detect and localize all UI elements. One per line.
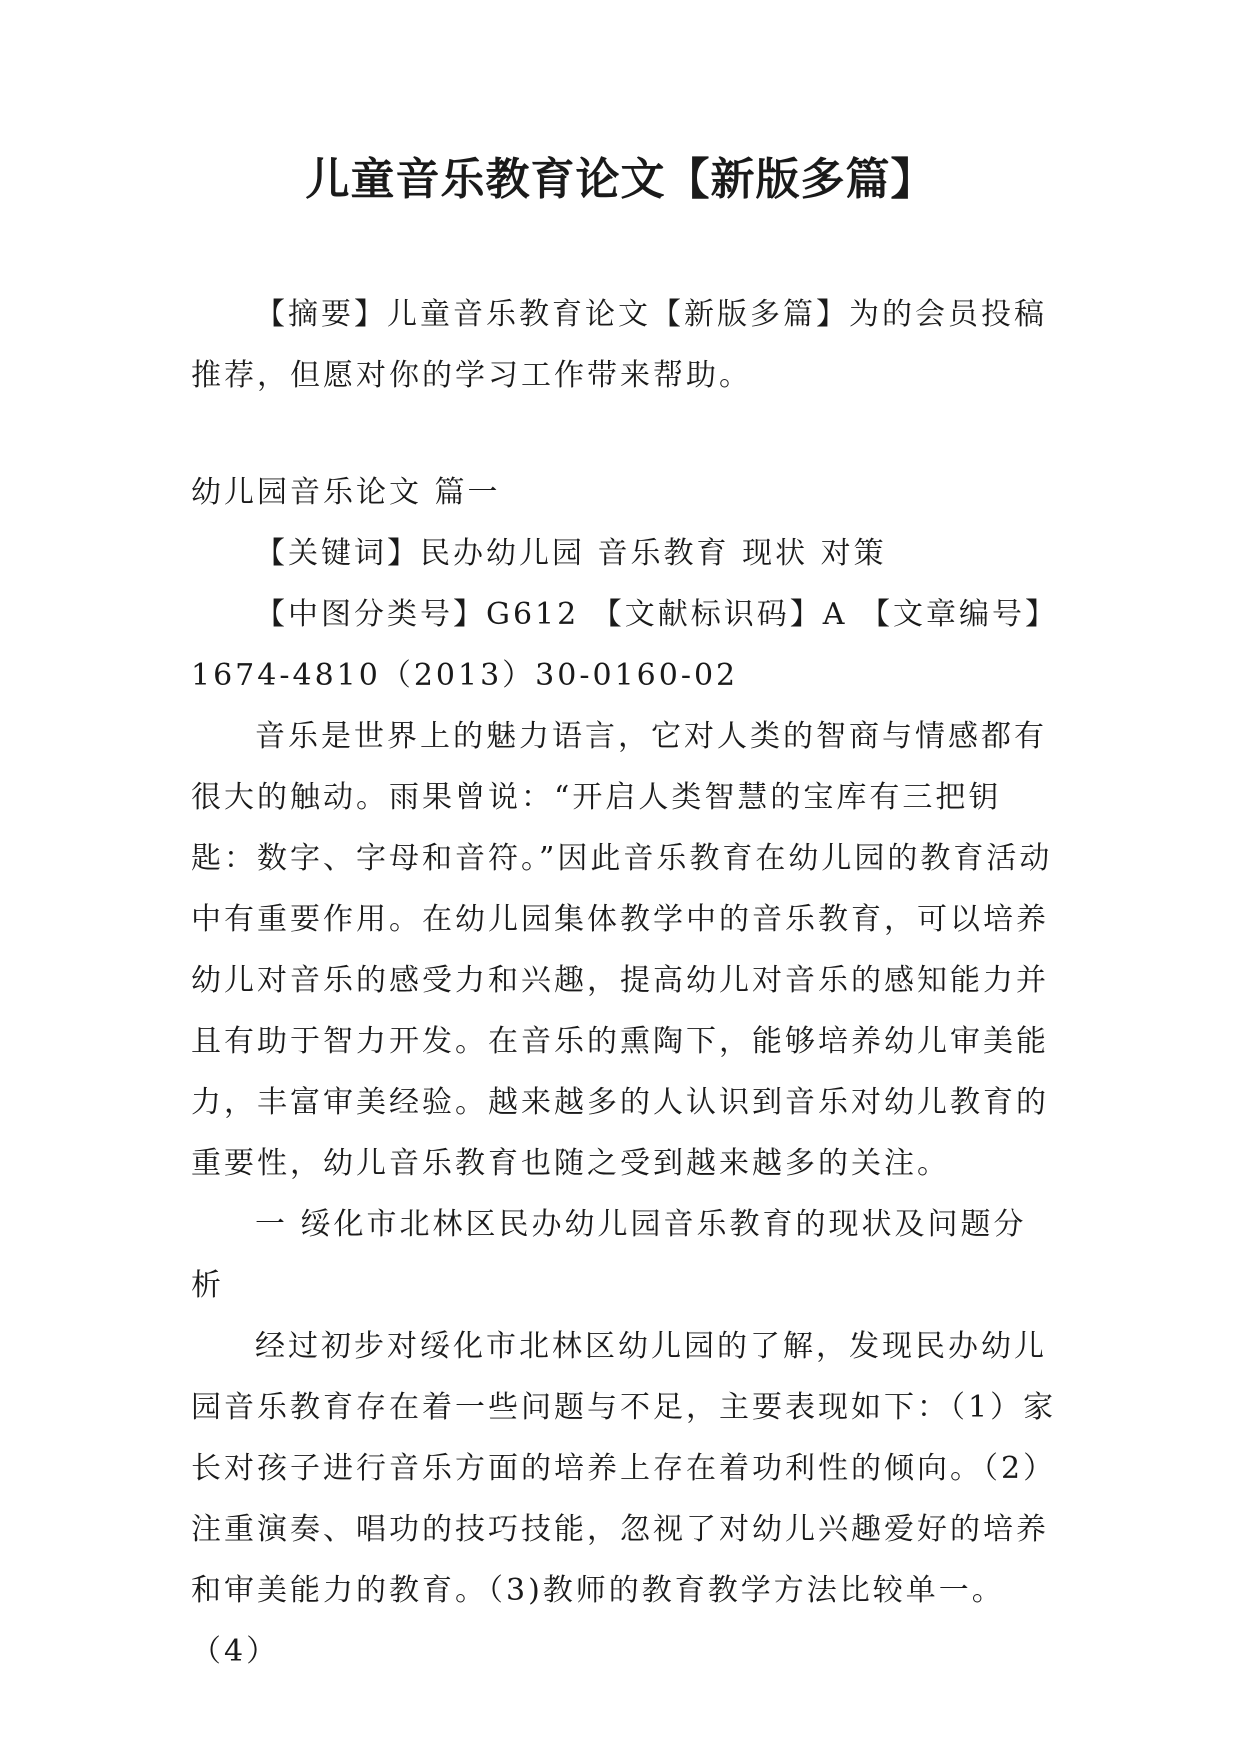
document-title: 儿童音乐教育论文【新版多篇】 [305, 154, 936, 205]
classification-line: 【中图分类号】G612 【文献标识码】A 【文章编号】1674-4810（2013）30-0160-02 [191, 597, 1043, 693]
subsection-heading: 一 绥化市北林区民办幼儿园音乐教育的现状及问题分析 [191, 1207, 1027, 1303]
body-paragraph: 音乐是世界上的魅力语言，它对人类的智商与情感都有很大的触动。雨果曾说：“开启人类智慧的宝库有三把钥匙：数字、字母和音符。”因此音乐教育在幼儿园的教育活动中有重要作用。在幼儿园集体教学中的音乐教育，可以培养幼儿对音乐的感受力和兴趣，提高幼儿对音乐的感知能力并且有助于智力开发。在音乐的熏陶下，能够培养幼儿审美能力，丰富审美经验。越来越多的人认识到音乐对幼儿教育的重要性，幼儿音乐教育也随之受到越来越多的关注。 [191, 719, 1053, 1181]
section-heading: 幼儿园音乐论文 篇一 [191, 475, 501, 510]
keywords-line: 【关键词】民办幼儿园 音乐教育 现状 对策 [255, 536, 887, 571]
body-paragraph: 经过初步对绥化市北林区幼儿园的了解，发现民办幼儿园音乐教育存在着一些问题与不足，主要表现如下：（1）家长对孩子进行音乐方面的培养上存在着功利性的倾向。（2）注重演奏、唱功的技巧技能，忽视了对幼儿兴趣爱好的培养和审美能力的教育。（3)教师的教育教学方法比较单一。（4） [191, 1329, 1057, 1669]
abstract-paragraph: 【摘要】儿童音乐教育论文【新版多篇】为的会员投稿推荐，但愿对你的学习工作带来帮助。 [191, 297, 1047, 393]
